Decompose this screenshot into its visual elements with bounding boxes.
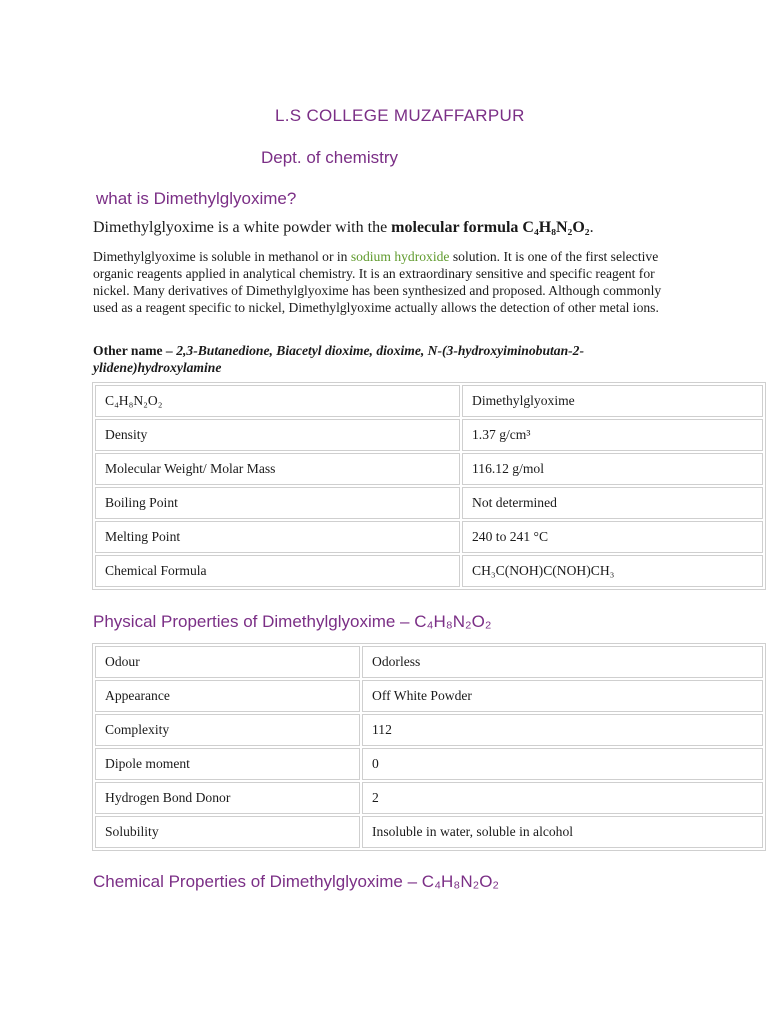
table-row bbox=[95, 714, 763, 746]
property-name-cell: Hydrogen Bond Donor bbox=[95, 782, 360, 814]
property-value-cell: 0 bbox=[362, 748, 763, 780]
property-name-cell: C₄H₈N₂O₂ bbox=[95, 385, 460, 417]
property-value-cell: Dimethylglyoxime bbox=[462, 385, 763, 417]
intro-sentence bbox=[93, 218, 683, 238]
property-value-cell: CH₃C(NOH)C(NOH)CH₃ bbox=[462, 555, 763, 587]
property-value-cell: 1.37 g/cm³ bbox=[462, 419, 763, 451]
properties-table bbox=[92, 382, 766, 590]
intro-text: Dimethylglyoxime is a white powder with the bbox=[93, 219, 392, 236]
table-row bbox=[95, 385, 763, 417]
department-title: Dept. of chemistry bbox=[261, 148, 398, 167]
description-paragraph bbox=[93, 248, 683, 316]
property-value-cell: Insoluble in water, soluble in alcohol bbox=[362, 816, 763, 848]
property-value-cell: 2 bbox=[362, 782, 763, 814]
chemical-properties-heading: Chemical Properties of Dimethylglyoxime – C₄H₈N₂O₂ bbox=[93, 872, 500, 891]
table-row bbox=[95, 646, 763, 678]
property-value-cell: Off White Powder bbox=[362, 680, 763, 712]
table-row bbox=[95, 680, 763, 712]
intro-formula: molecular formula C₄H₈N₂O₂ bbox=[391, 219, 590, 236]
table-row bbox=[95, 521, 763, 553]
property-value-cell: 240 to 241 °C bbox=[462, 521, 763, 553]
property-value-cell: Not determined bbox=[462, 487, 763, 519]
property-name-cell: Appearance bbox=[95, 680, 360, 712]
other-name-line bbox=[93, 342, 683, 376]
property-name-cell: Complexity bbox=[95, 714, 360, 746]
other-name-label: Other name bbox=[93, 343, 163, 358]
property-name-cell: Melting Point bbox=[95, 521, 460, 553]
intro-suffix: . bbox=[589, 219, 594, 236]
property-name-cell: Solubility bbox=[95, 816, 360, 848]
table-row bbox=[95, 419, 763, 451]
property-name-cell: Dipole moment bbox=[95, 748, 360, 780]
section-heading-what-is: what is Dimethylglyoxime? bbox=[96, 189, 297, 208]
table-row bbox=[95, 748, 763, 780]
property-name-cell: Boiling Point bbox=[95, 487, 460, 519]
property-value-cell: Odorless bbox=[362, 646, 763, 678]
sodium-hydroxide-link[interactable]: sodium hydroxide bbox=[350, 249, 450, 264]
physical-properties-heading: Physical Properties of Dimethylglyoxime – C₄H₈N₂O₂ bbox=[93, 612, 492, 631]
property-value-cell: 112 bbox=[362, 714, 763, 746]
table-row bbox=[95, 555, 763, 587]
table-row bbox=[95, 453, 763, 485]
physical-properties-table bbox=[92, 643, 766, 851]
property-name-cell: Molecular Weight/ Molar Mass bbox=[95, 453, 460, 485]
property-value-cell: 116.12 g/mol bbox=[462, 453, 763, 485]
property-name-cell: Density bbox=[95, 419, 460, 451]
description-text-2: solution. It is one of the first selective organic reagents applied in analytical chemistry. It is an extraordinary sensitive and specific reagent for nickel. Many derivatives of Dimethylglyoxime has been synthesized and proposed. Although commonly used as a reagent specific to nickel, Dimethylglyoxime actually allows the detection of other metal ions. bbox=[93, 249, 662, 315]
property-name-cell: Odour bbox=[95, 646, 360, 678]
table-row bbox=[95, 487, 763, 519]
property-name-cell: Chemical Formula bbox=[95, 555, 460, 587]
other-name-value: – 2,3-Butanedione, Biacetyl dioxime, dioxime, N-(3-hydroxyiminobutan-2-ylidene)hydroxylamine bbox=[93, 343, 584, 375]
table-row bbox=[95, 816, 763, 848]
college-title: L.S COLLEGE MUZAFFARPUR bbox=[275, 106, 525, 125]
table-row bbox=[95, 782, 763, 814]
description-text-1: Dimethylglyoxime is soluble in methanol or in bbox=[93, 249, 351, 264]
